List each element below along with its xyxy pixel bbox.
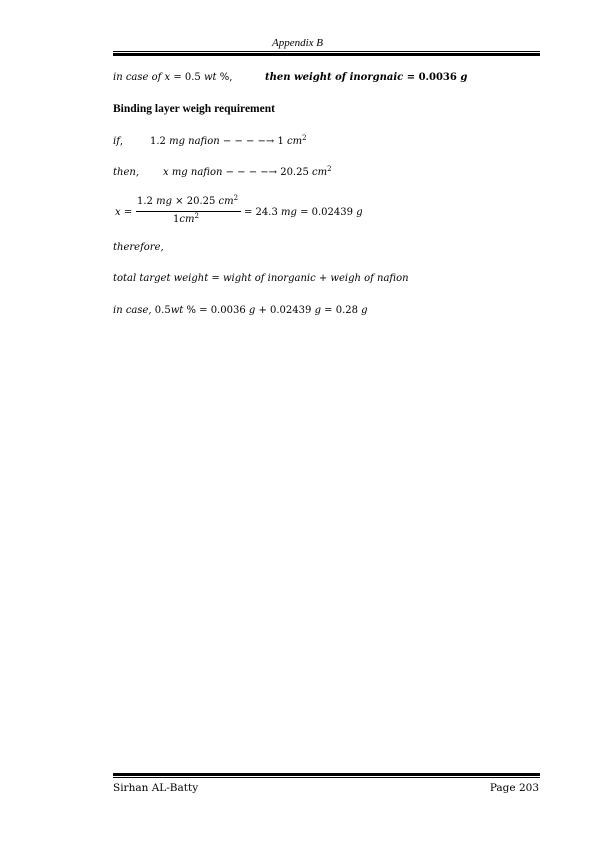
equation-line-2-body: 1.2 mg nafion − − − −→ 1 $cm^2$ [150,134,307,147]
fraction-lhs: x = [115,207,133,218]
equation-line-7: in case, 0.5wt % = 0.0036 g + 0.02439 g = 0.28 g [113,305,368,316]
equation-line-3: then, [113,167,139,178]
page-header-title: Appendix B [271,37,323,49]
footer-rule-thin [113,777,540,778]
equation-line-5: therefore, [113,242,164,253]
section-heading: Binding layer weigh requirement [113,103,275,115]
equation-line-6: total target weight = wight of inorganic + weigh of nafion [113,273,409,284]
equation-line-1-result: then weight of inorgnaic = 0.0036 g [265,72,468,83]
footer-rule-thick [113,773,540,776]
fraction-numerator: 1.2 mg × 20.25 $cm^2$ [137,194,239,207]
fraction-denominator: $1cm^2$ [173,212,199,225]
equation-line-1: in case of x = 0.5 wt %, [113,72,233,83]
fraction-result: = 24.3 mg = 0.02439 g [244,207,363,218]
fraction-bar [136,211,241,212]
footer-page-number: Page 203 [489,782,539,794]
footer-author: Sirhan AL-Batty [113,782,199,794]
header-rule-thin [113,51,540,52]
header-rule-thick [113,53,540,56]
equation-line-2: if, [113,136,124,147]
equation-line-3-body: x mg nafion − − − −→ 20.25 $cm^2$ [163,165,332,178]
